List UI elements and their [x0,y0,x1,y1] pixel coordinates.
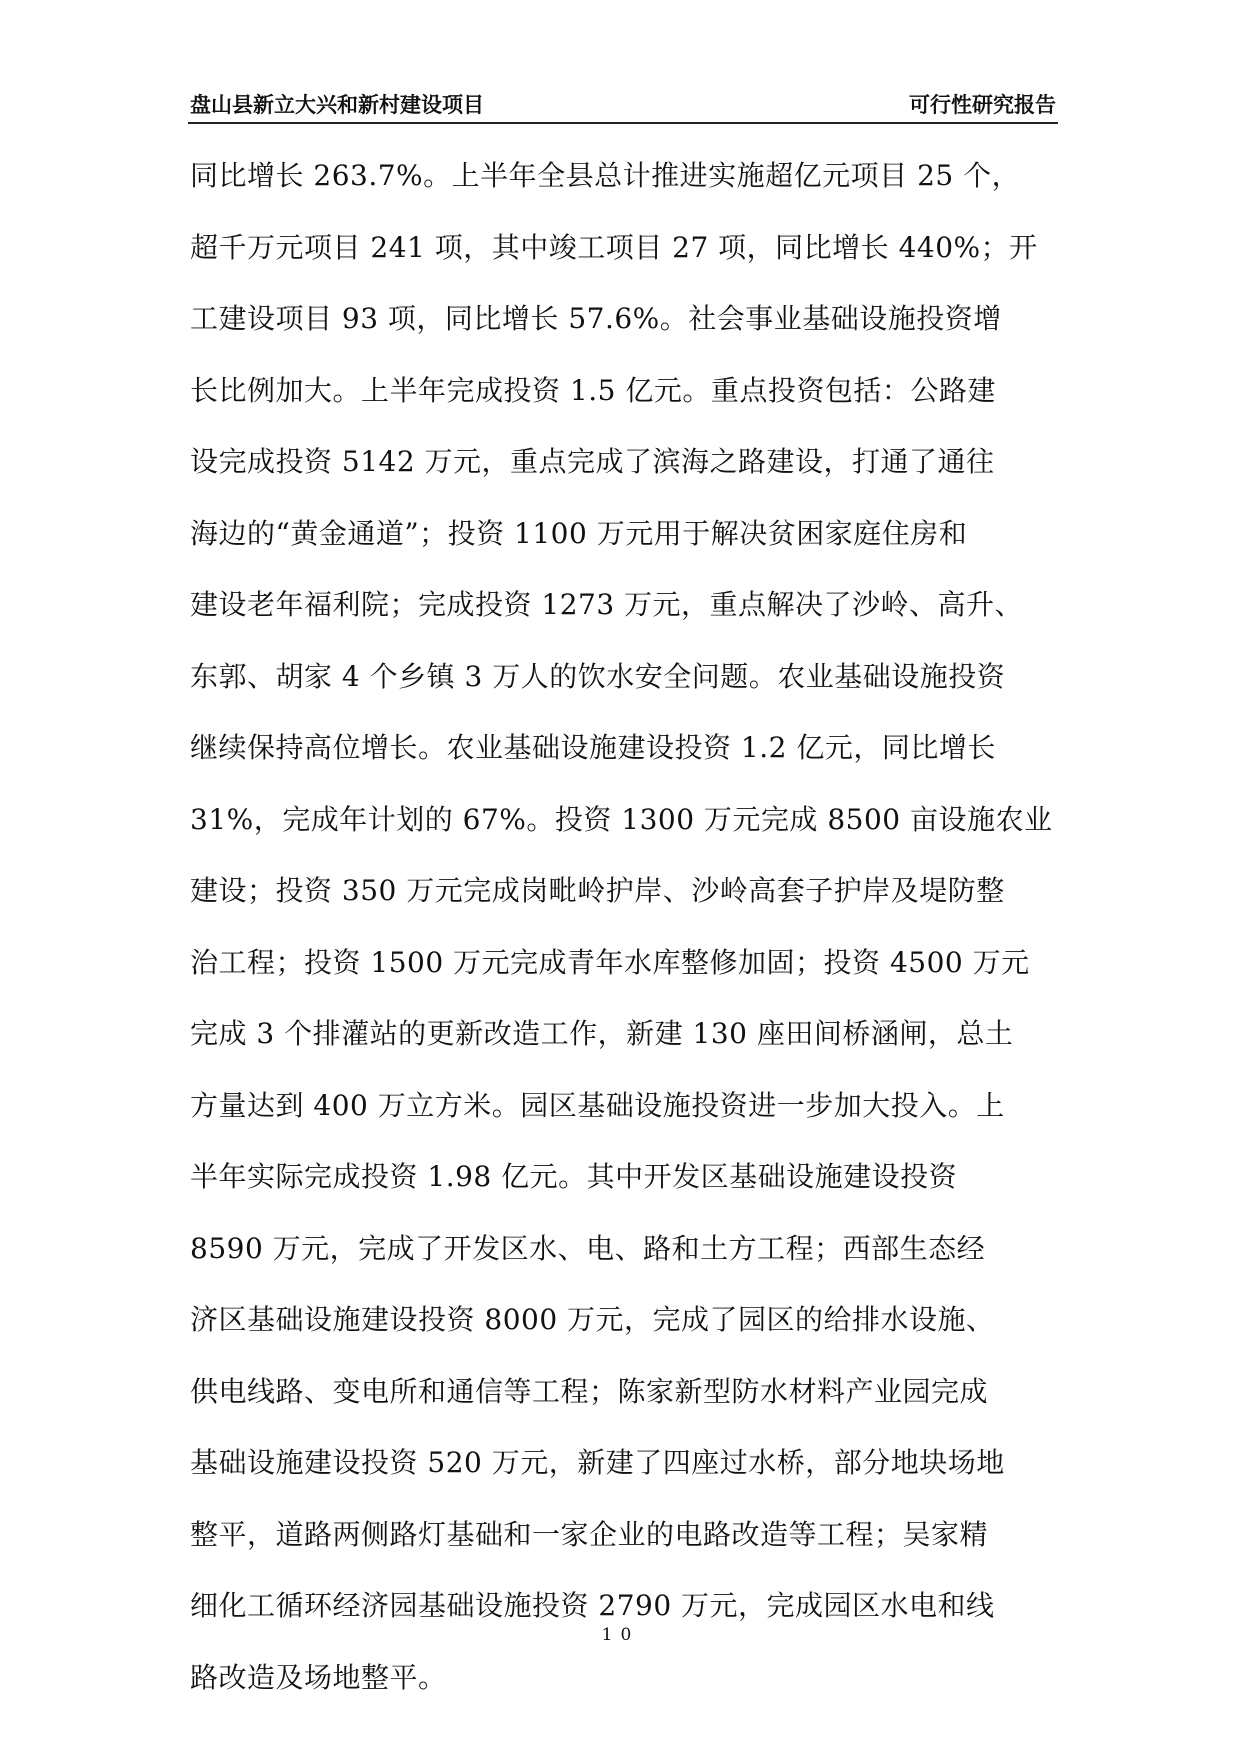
text-line: 同比增长 263.7%。上半年全县总计推进实施超亿元项目 25 个， [190,159,1021,192]
text-line: 建设老年福利院；完成投资 1273 万元，重点解决了沙岭、高升、 [190,588,1024,621]
body-text [190,140,1060,1713]
report-type: 可行性研究报告 [909,93,1056,117]
text-line: 方量达到 400 万立方米。园区基础设施投资进一步加大投入。上 [190,1088,1005,1122]
text-line: 海边的“黄金通道”；投资 1100 万元用于解决贫困家庭住房和 [190,516,968,550]
page-number: 10 [601,1625,640,1645]
text-line: 长比例加大。上半年完成投资 1.5 亿元。重点投资包括：公路建 [190,373,996,407]
document-title: 盘山县新立大兴和新村建设项目 [190,93,484,117]
text-line: 超千万元项目 241 项，其中竣工项目 27 项，同比增长 440%；开 [190,230,1038,264]
text-line: 31%，完成年计划的 67%。投资 1300 万元完成 8500 亩设施农业 [190,802,1053,836]
text-line: 供电线路、变电所和通信等工程；陈家新型防水材料产业园完成 [190,1374,989,1408]
text-line: 完成 3 个排灌站的更新改造工作，新建 130 座田间桥涵闸，总土 [190,1017,1014,1050]
text-line: 整平，道路两侧路灯基础和一家企业的电路改造等工程；吴家精 [190,1517,989,1551]
text-line: 半年实际完成投资 1.98 亿元。其中开发区基础设施建设投资 [190,1160,958,1193]
text-line: 工建设项目 93 项，同比增长 57.6%。社会事业基础设施投资增 [190,302,1002,335]
text-line: 细化工循环经济园基础设施投资 2790 万元，完成园区水电和线 [190,1589,995,1622]
page-header [188,86,1058,124]
text-line: 济区基础设施建设投资 8000 万元，完成了园区的给排水设施、 [190,1303,995,1336]
text-line: 基础设施建设投资 520 万元，新建了四座过水桥，部分地块场地 [190,1446,1005,1479]
text-line: 继续保持高位增长。农业基础设施建设投资 1.2 亿元，同比增长 [190,731,996,764]
text-line: 建设；投资 350 万元完成岗毗岭护岸、沙岭高套子护岸及堤防整 [190,874,1005,907]
text-line: 治工程；投资 1500 万元完成青年水库整修加固；投资 4500 万元 [190,945,1030,979]
text-line: 东郭、胡家 4 个乡镇 3 万人的饮水安全问题。农业基础设施投资 [190,659,1006,693]
text-line: 路改造及场地整平。 [190,1660,447,1694]
text-line: 8590 万元，完成了开发区水、电、路和土方工程；西部生态经 [190,1231,986,1265]
text-line: 设完成投资 5142 万元，重点完成了滨海之路建设，打通了通往 [190,445,995,478]
